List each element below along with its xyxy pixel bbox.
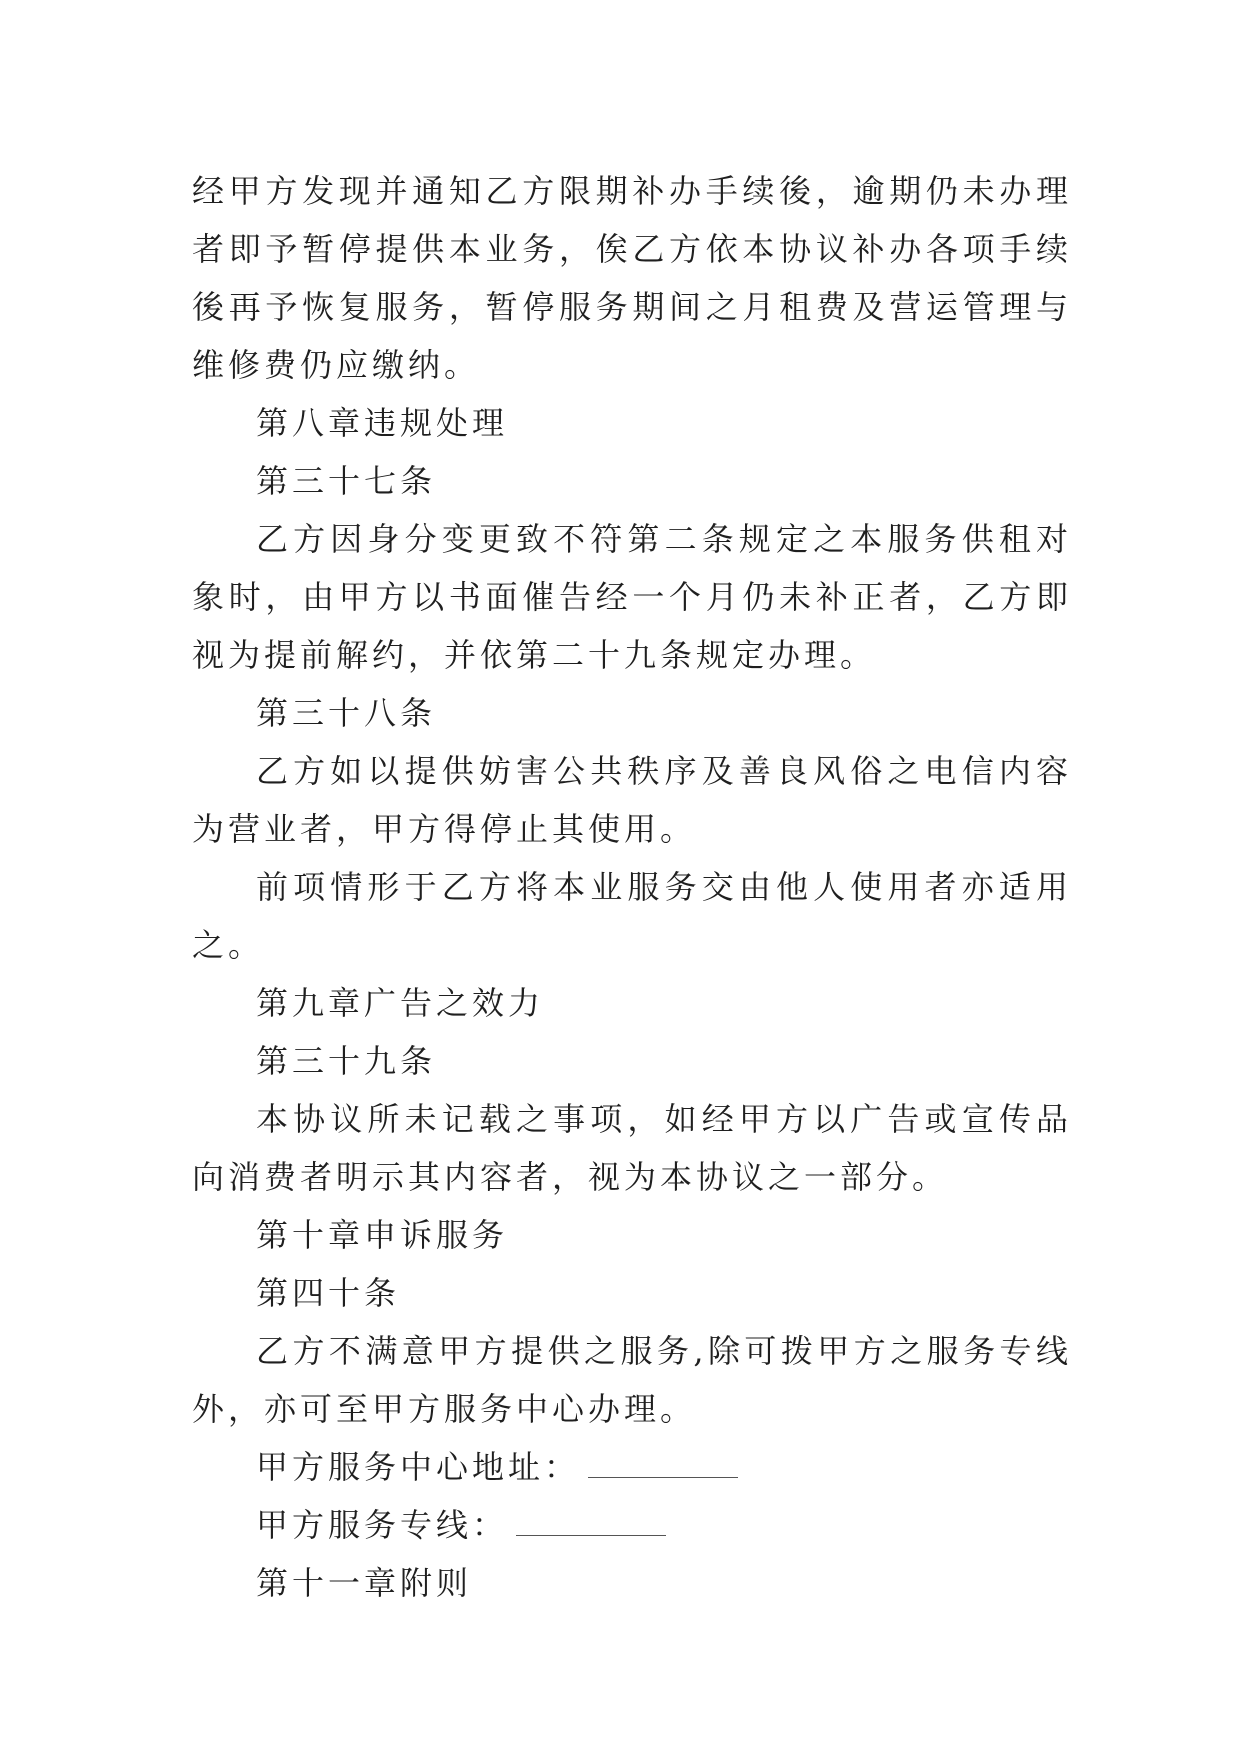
article-38-text-2: 前项情形于乙方将本业服务交由他人使用者亦适用之。	[192, 868, 1072, 964]
document-body	[192, 162, 1072, 1612]
article-heading-39: 第三十九条	[256, 1042, 437, 1080]
chapter-heading-8: 第八章违规处理	[256, 404, 509, 442]
service-hotline-line	[192, 1496, 1072, 1554]
address-blank-field	[588, 1449, 738, 1478]
article-40-text: 乙方不满意甲方提供之服务,除可拨甲方之服务专线外，亦可至甲方服务中心办理。	[192, 1332, 1072, 1428]
article-39-text: 本协议所未记载之事项，如经甲方以广告或宣传品向消费者明示其内容者，视为本协议之一部分。	[192, 1100, 1072, 1196]
chapter-heading-9: 第九章广告之效力	[256, 984, 545, 1022]
service-center-address-line	[192, 1438, 1072, 1496]
chapter-heading-11: 第十一章附则	[256, 1564, 473, 1602]
article-heading-38: 第三十八条	[256, 694, 437, 732]
hotline-blank-field	[516, 1507, 666, 1536]
article-heading-37: 第三十七条	[256, 462, 437, 500]
article-37-text: 乙方因身分变更致不符第二条规定之本服务供租对象时，由甲方以书面催告经一个月仍未补正者，乙方即视为提前解约，并依第二十九条规定办理。	[192, 520, 1072, 674]
article-heading-40: 第四十条	[256, 1274, 401, 1312]
paragraph-suspension-clause: 经甲方发现并通知乙方限期补办手续後，逾期仍未办理者即予暂停提供本业务，俟乙方依本协议补办各项手续後再予恢复服务，暂停服务期间之月租费及营运管理与维修费仍应缴纳。	[192, 172, 1072, 384]
article-38-text: 乙方如以提供妨害公共秩序及善良风俗之电信内容为营业者，甲方得停止其使用。	[192, 752, 1072, 848]
chapter-heading-10: 第十章申诉服务	[256, 1216, 509, 1254]
service-hotline-label: 甲方服务专线：	[256, 1506, 509, 1544]
service-center-address-label: 甲方服务中心地址：	[256, 1448, 581, 1486]
